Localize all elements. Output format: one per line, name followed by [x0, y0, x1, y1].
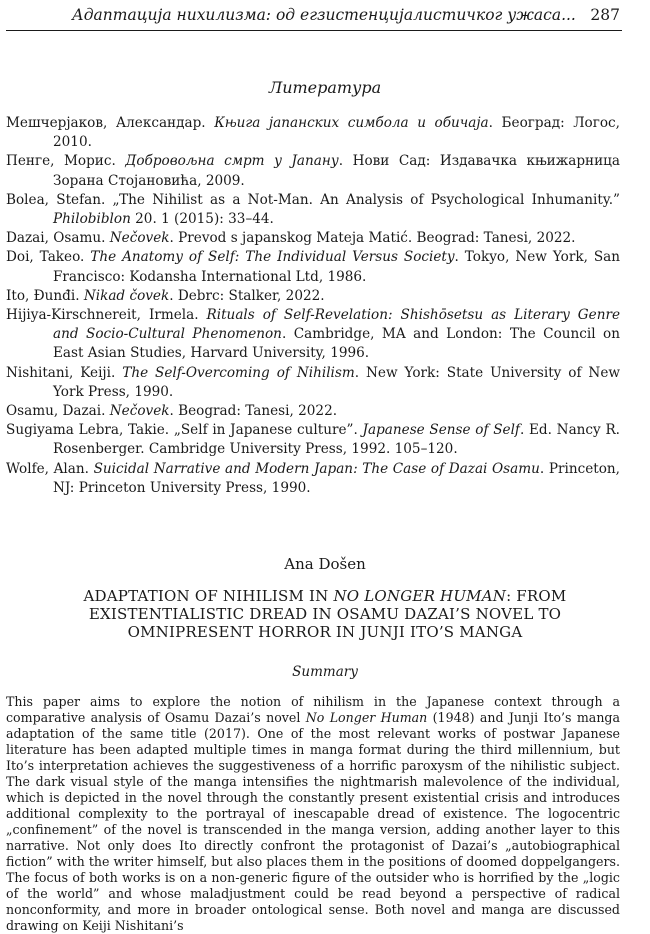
bibliography-entry: Sugiyama Lebra, Takie. „Self in Japanese culture”. Japanese Sense of Self. Ed. Nancy R. Rosenberger. Cambridge University Press, 1992. 105–120.: [6, 422, 621, 458]
abstract-text: This paper aims to explore the notion of nihilism in the Japanese context through a comparative analysis of Osamu Dazai’s novel No Longer Human (1948) and Junji Ito’s manga adaptation of the same title (2017). One of the most relevant works of postwar Japanese literature has been adapted multiple times in manga format during the third millennium, but Ito’s interpretation achieves the suggestiveness of a horrific paroxysm of the nihilistic subject. The dark visual style of the manga intensifies the nightmarish malevolence of the individual, which is depicted in the novel through the constantly present existential crisis and introduces additional complexity to the portrayal of inescapable dread of existence. The logocentric „confinement” of the novel is transcended in the manga version, adding another layer to this narrative. Not only does Ito directly confront the protagonist of Dazai’s „autobiographical fiction” with the writer himself, but also places them in the positions of doomed doppelgangers. The focus of both works is on a non-generic figure of the outsider who is horrified by the „logic of the world” and whose maladjustment could be read beyond a perspective of radical nonconformity, and more in broader ontological sense. Both novel and manga are discussed drawing on Keiji Nishitani’s: [6, 694, 620, 933]
bibliography-entry: Мешчерјаков, Александар. Књига јапанских симбола и обичаја. Београд: Логос, 2010.: [6, 115, 620, 151]
bibliography-entry: Osamu, Dazai. Nečovek. Beograd: Tanesi, 2022.: [6, 403, 338, 420]
running-title: Адаптација нихилизма: од егзистенцијалистичког ужаса...: [72, 6, 576, 24]
bibliography-entry: Bolea, Stefan. „The Nihilist as a Not-Man. An Analysis of Psychological Inhumanity.” Philobiblon 20. 1 (2015): 33–44.: [6, 191, 620, 228]
author-name: Ana Došen: [284, 555, 366, 573]
summary-heading: Summary: [292, 664, 358, 680]
bibliography-entry: Doi, Takeo. The Anatomy of Self: The Individual Versus Society. Tokyo, New York, San Francisco: Kodansha International Ltd, 1986.: [6, 249, 620, 285]
bibliography-entry: Ito, Đunđi. Nikad čovek. Debrc: Stalker, 2022.: [6, 287, 325, 304]
bibliography-entry: Пенге, Морис. Добровољна смрт у Јапану. Нови Сад: Издавачка књижарница Зорана Стојановића, 2009.: [6, 153, 620, 189]
running-header: [6, 4, 622, 31]
section-title: Литература: [268, 78, 382, 97]
bibliography-entry: Nishitani, Keiji. The Self-Overcoming of Nihilism. New York: State University of New York Press, 1990.: [6, 364, 620, 400]
paper-title: ADAPTATION OF NIHILISM IN NO LONGER HUMAN: FROM EXISTENTIALISTIC DREAD IN OSAMU DAZAI’S NOVEL TO OMNIPRESENT HORROR IN JUNJI ITO’S MANGA: [83, 587, 567, 641]
page-number: 287: [590, 6, 620, 24]
bibliography-entry: Wolfe, Alan. Suicidal Narrative and Modern Japan: The Case of Dazai Osamu. Princeton, NJ: Princeton University Press, 1990.: [6, 460, 620, 496]
bibliography-entry: Dazai, Osamu. Nečovek. Prevod s japanskog Mateja Matić. Beograd: Tanesi, 2022.: [6, 230, 576, 247]
bibliography-entry: Hijiya-Kirschnereit, Irmela. Rituals of Self-Revelation: Shishōsetsu as Literary Genre and Socio-Cultural Phenomenon. Cambridge, MA and London: The Council on East Asian Studies, Harvard University, 1996.: [6, 307, 620, 362]
bibliography-list: [6, 114, 620, 498]
